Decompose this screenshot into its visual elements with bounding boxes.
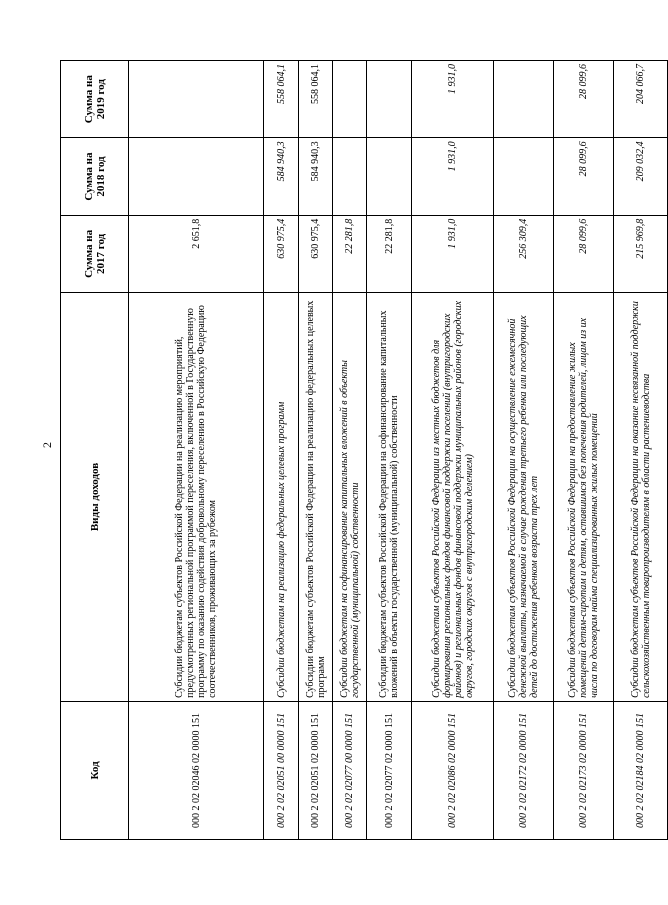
table-row: [333, 61, 367, 840]
table-row: [554, 61, 614, 840]
row-code: 000 2 02 02046 02 0000 151: [129, 701, 264, 839]
table-row: [367, 61, 412, 840]
table-row: [264, 61, 299, 840]
row-name: Субсидии бюджетам на реализацию федеральных целевых программ: [264, 293, 299, 702]
row-name: Субсидии бюджетам субъектов Российской Федерации на предоставление жилых помещений детям-сиротам и детям, оставшимся без попечения родителей, лицам из их числа по договорам найма специализированных жилых помещений: [554, 293, 614, 702]
row-sum-2018: 209 032,4: [614, 138, 668, 215]
row-sum-2017: 22 281,8: [333, 215, 367, 292]
row-code: 000 2 02 02173 02 0000 151: [554, 701, 614, 839]
row-sum-2018: [367, 138, 412, 215]
row-code: 000 2 02 02184 02 0000 151: [614, 701, 668, 839]
row-code: 000 2 02 02077 00 0000 151: [333, 701, 367, 839]
table-row: [129, 61, 264, 840]
row-name: Субсидии бюджетам субъектов Российской Федерации на осуществление ежемесячной денежной выплаты, назначаемой в случае рождения третьего ребенка или последующих детей до достижения ребенком возраста трех лет: [494, 293, 554, 702]
row-sum-2018: 28 099,6: [554, 138, 614, 215]
page-number: 2: [40, 442, 54, 448]
row-sum-2019: [367, 61, 412, 138]
row-sum-2019: [333, 61, 367, 138]
row-sum-2019: 28 099,6: [554, 61, 614, 138]
header-revenue-type: Виды доходов: [61, 293, 129, 702]
row-sum-2019: 204 066,7: [614, 61, 668, 138]
row-sum-2018: 584 940,3: [264, 138, 299, 215]
row-sum-2019: 558 064,1: [299, 61, 333, 138]
row-name: Субсидии бюджетам субъектов Российской Федерации на реализацию федеральных целевых программ: [299, 293, 333, 702]
table-header-row: [61, 61, 129, 840]
row-name: Субсидии бюджетам субъектов Российской Федерации на софинансирование капитальных вложений в объекты государственной (муниципальной) собственности: [367, 293, 412, 702]
row-code: 000 2 02 02172 02 0000 151: [494, 701, 554, 839]
rotated-page-content: [60, 60, 652, 840]
table-row: [412, 61, 494, 840]
row-code: 000 2 02 02077 02 0000 151: [367, 701, 412, 839]
row-name: Субсидии бюджетам субъектов Российской Федерации на реализацию мероприятий, предусмотренных региональной программой переселения, включенной в Государственную программу по оказанию содействия добровольному переселению в Российскую Федерацию соотечественников, проживающих за рубежом: [129, 293, 264, 702]
header-sum-2017: Сумма на 2017 год: [61, 215, 129, 292]
table-row: [494, 61, 554, 840]
row-sum-2017: 22 281,8: [367, 215, 412, 292]
row-code: 000 2 02 02051 00 0000 151: [264, 701, 299, 839]
row-sum-2018: [333, 138, 367, 215]
table-row: [299, 61, 333, 840]
row-sum-2018: 1 931,0: [412, 138, 494, 215]
row-name: Субсидии бюджетам на софинансирование капитальных вложений в объекты государственной (муниципальной) собственности: [333, 293, 367, 702]
table-row: [614, 61, 668, 840]
row-sum-2017: 630 975,4: [264, 215, 299, 292]
row-sum-2019: [494, 61, 554, 138]
row-code: 000 2 02 02086 02 0000 151: [412, 701, 494, 839]
row-sum-2019: 1 931,0: [412, 61, 494, 138]
row-name: Субсидии бюджетам субъектов Российской Федерации из местных бюджетов для формирования региональных фондов финансовой поддержки поселений (внутригородских районов) и региональных фондов финансовой поддержки муниципальных районов (городских округов, городских округов с внутригородским делением): [412, 293, 494, 702]
row-sum-2018: [129, 138, 264, 215]
header-sum-2018: Сумма на 2018 год: [61, 138, 129, 215]
row-sum-2018: [494, 138, 554, 215]
row-sum-2017: 2 651,8: [129, 215, 264, 292]
header-sum-2019: Сумма на 2019 год: [61, 61, 129, 138]
row-sum-2019: [129, 61, 264, 138]
row-name: Субсидии бюджетам субъектов Российской Федерации на оказание несвязанной поддержки сельскохозяйственным товаропроизводителям в области растениеводства: [614, 293, 668, 702]
row-code: 000 2 02 02051 02 0000 151: [299, 701, 333, 839]
row-sum-2018: 584 940,3: [299, 138, 333, 215]
row-sum-2019: 558 064,1: [264, 61, 299, 138]
row-sum-2017: 215 969,8: [614, 215, 668, 292]
revenue-table: [60, 60, 668, 840]
row-sum-2017: 256 309,4: [494, 215, 554, 292]
header-code: Код: [61, 701, 129, 839]
row-sum-2017: 1 931,0: [412, 215, 494, 292]
row-sum-2017: 630 975,4: [299, 215, 333, 292]
row-sum-2017: 28 099,6: [554, 215, 614, 292]
